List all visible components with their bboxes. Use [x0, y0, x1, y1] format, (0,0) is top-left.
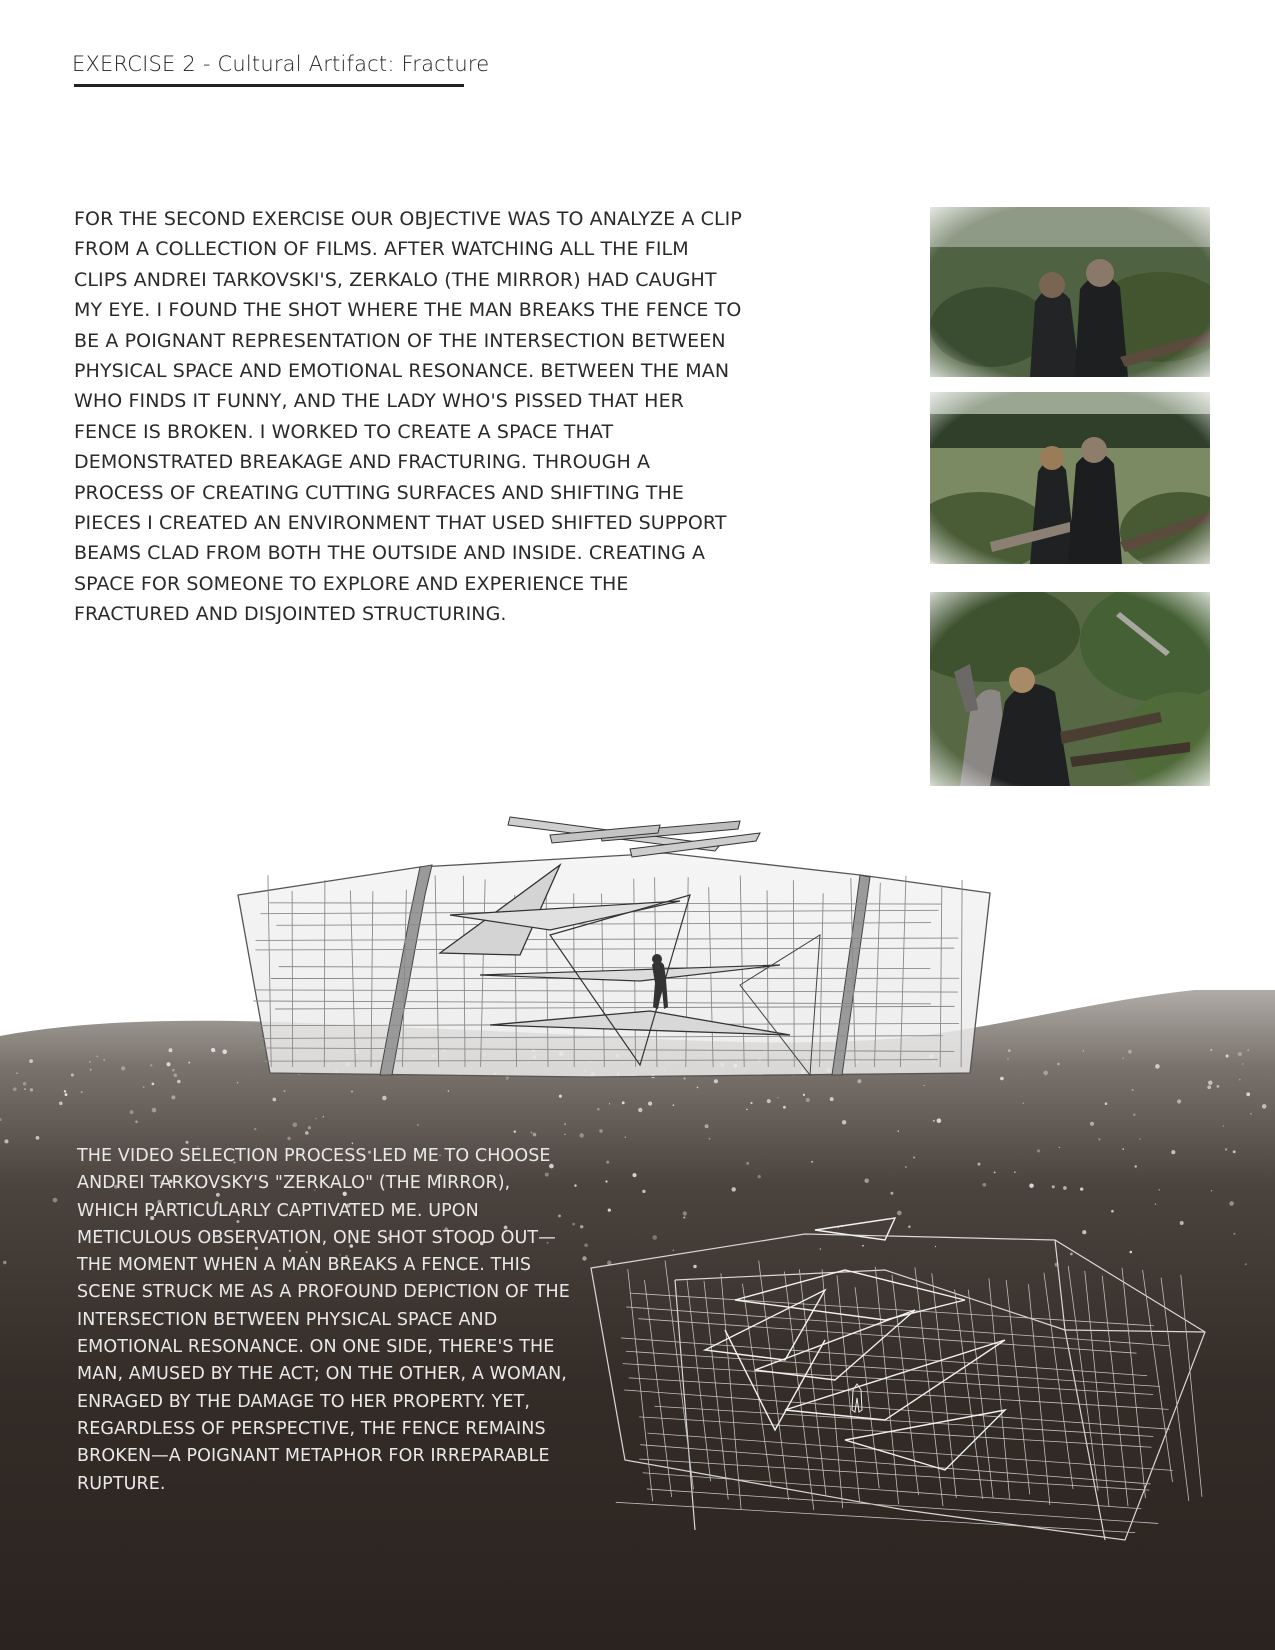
film-still-2 [930, 392, 1210, 564]
body-paragraph: THE VIDEO SELECTION PROCESS LED ME TO CHOOSE ANDREI TARKOVSKY'S "ZERKALO" (THE MIRROR), WHICH PARTICULARLY CAPTIVATED ME. UPON METICULOUS OBSERVATION, ONE SHOT STOOD OUT—THE MOMENT WHEN A MAN BREAKS A FENCE. THIS SCENE STRUCK ME AS A PROFOUND DEPICTION OF THE INTERSECTION BETWEEN PHYSICAL SPACE AND EMOTIONAL RESONANCE. ON ONE SIDE, THERE'S THE MAN, AMUSED BY THE ACT; ON THE OTHER, A WOMAN, ENRAGED BY THE DAMAGE TO HER PROPERTY. YET, REGARDLESS OF PERSPECTIVE, THE FENCE REMAINS BROKEN—A POIGNANT METAPHOR FOR IRREPARABLE RUPTURE. [77, 1146, 570, 1494]
elevation-drawing [220, 805, 1050, 1095]
film-still-3 [930, 592, 1210, 786]
intro-paragraph: FOR THE SECOND EXERCISE OUR OBJECTIVE WAS TO ANALYZE A CLIP FROM A COLLECTION OF FILMS. AFTER WATCHING ALL THE FILM CLIPS ANDREI TARKOVSKI'S, ZERKALO (THE MIRROR) HAD CAUGHT MY EYE. I FOUND THE SHOT WHERE THE MAN BREAKS THE FENCE TO BE A POIGNANT REPRESENTATION OF THE INTERSECTION BETWEEN PHYSICAL SPACE AND EMOTIONAL RESONANCE. BETWEEN THE MAN WHO FINDS IT FUNNY, AND THE LADY WHO'S PISSED THAT HER FENCE IS BROKEN. I WORKED TO CREATE A SPACE THAT DEMONSTRATED BREAKAGE AND FRACTURING. THROUGH A PROCESS OF CREATING CUTTING SURFACES AND SHIFTING THE PIECES I CREATED AN ENVIRONMENT THAT USED SHIFTED SUPPORT BEAMS CLAD FROM BOTH THE OUTSIDE AND INSIDE. CREATING A SPACE FOR SOMEONE TO EXPLORE AND EXPERIENCE THE FRACTURED AND DISJOINTED STRUCTURING. [74, 208, 742, 626]
title-underline [74, 84, 464, 87]
film-still-1 [930, 207, 1210, 377]
axonometric-drawing [585, 1210, 1215, 1550]
page-title: EXERCISE 2 - Cultural Artifact: Fracture [72, 52, 490, 76]
